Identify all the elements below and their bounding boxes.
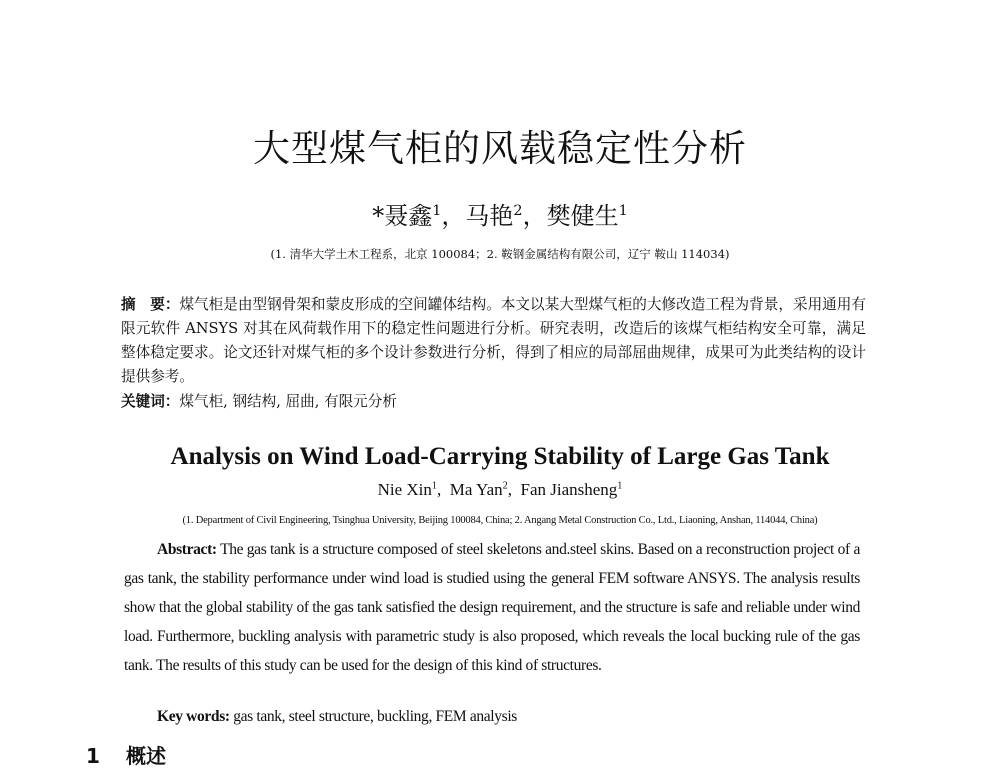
chinese-keywords-text: 煤气柜, 钢结构, 屈曲, 有限元分析 xyxy=(179,393,397,410)
english-abstract-label: Abstract: xyxy=(157,541,217,558)
author-affil-index: 1 xyxy=(617,480,623,492)
chinese-title: 大型煤气柜的风载稳定性分析 xyxy=(253,127,747,170)
chinese-abstract-label: 摘 要： xyxy=(121,296,180,313)
english-keywords-label: Key words: xyxy=(157,708,230,725)
author-marker: * xyxy=(372,202,385,230)
chinese-keywords-label: 关键词： xyxy=(121,393,180,410)
author-affil-index: 1 xyxy=(432,203,442,219)
english-abstract xyxy=(124,535,860,680)
english-keywords xyxy=(157,708,517,726)
english-authors: Nie Xin$^1$, Ma Yan$^2$, Fan Jiansheng$^1$ xyxy=(377,480,623,499)
chinese-affiliation: (1. 清华大学土木工程系，北京 100084；2. 鞍钢金属结构有限公司，辽宁 鞍山 114034) xyxy=(270,247,730,261)
section-heading xyxy=(86,740,166,769)
english-keywords-text: gas tank, steel structure, buckling, FEM analysis xyxy=(233,708,517,725)
chinese-keywords xyxy=(121,390,866,414)
author-name: Ma Yan xyxy=(449,480,503,499)
author-name: Nie Xin xyxy=(377,480,432,499)
author-affil-index: 2 xyxy=(502,480,508,492)
section-title: 概述 xyxy=(126,744,166,768)
author-affil-index: 1 xyxy=(431,480,437,492)
section-number: 1 xyxy=(86,744,100,768)
chinese-abstract-text: 煤气柜是由型钢骨架和蒙皮形成的空间罐体结构。本文以某大型煤气柜的大修改造工程为背景，采用通用有限元软件 ANSYS 对其在风荷载作用下的稳定性问题进行分析。研究表明，改造后的该煤气柜结构安全可靠，满足整体稳定要求。论文还针对煤气柜的多个设计参数进行分析，得到了相应的局部屈曲规律，成果可为此类结构的设计提供参考。 xyxy=(121,296,866,385)
author-name: 樊健生 xyxy=(546,202,619,230)
english-abstract-text: The gas tank is a structure composed of steel skeletons and.steel skins. Based on a reconstruction project of a gas tank, the stability performance under wind load is studied using the general FEM software ANSYS. The analysis results show that the global stability of the gas tank satisfied the design requirement, and the structure is safe and reliable under wind load. Furthermore, buckling analysis with parametric study is also proposed, which reveals the local bucking rule of the gas tank. The results of this study can be used for the design of this kind of structures. xyxy=(124,541,861,674)
author-name: Fan Jiansheng xyxy=(520,480,618,499)
chinese-abstract xyxy=(121,293,866,389)
author-affil-index: 2 xyxy=(513,203,523,219)
author-name: 聂鑫 xyxy=(384,202,433,230)
english-title: Analysis on Wind Load-Carrying Stability of Large Gas Tank xyxy=(170,443,830,470)
author-affil-index: 1 xyxy=(618,203,628,219)
chinese-authors: *聂鑫$^1$，马艳$^2$，樊健生$^1$ xyxy=(372,202,628,230)
author-name: 马艳 xyxy=(465,202,514,230)
english-affiliation: (1. Department of Civil Engineering, Tsinghua University, Beijing 100084, China; 2. Angang Metal Construction Co., Ltd., Liaoning, Anshan, 114044, China) xyxy=(182,515,818,526)
